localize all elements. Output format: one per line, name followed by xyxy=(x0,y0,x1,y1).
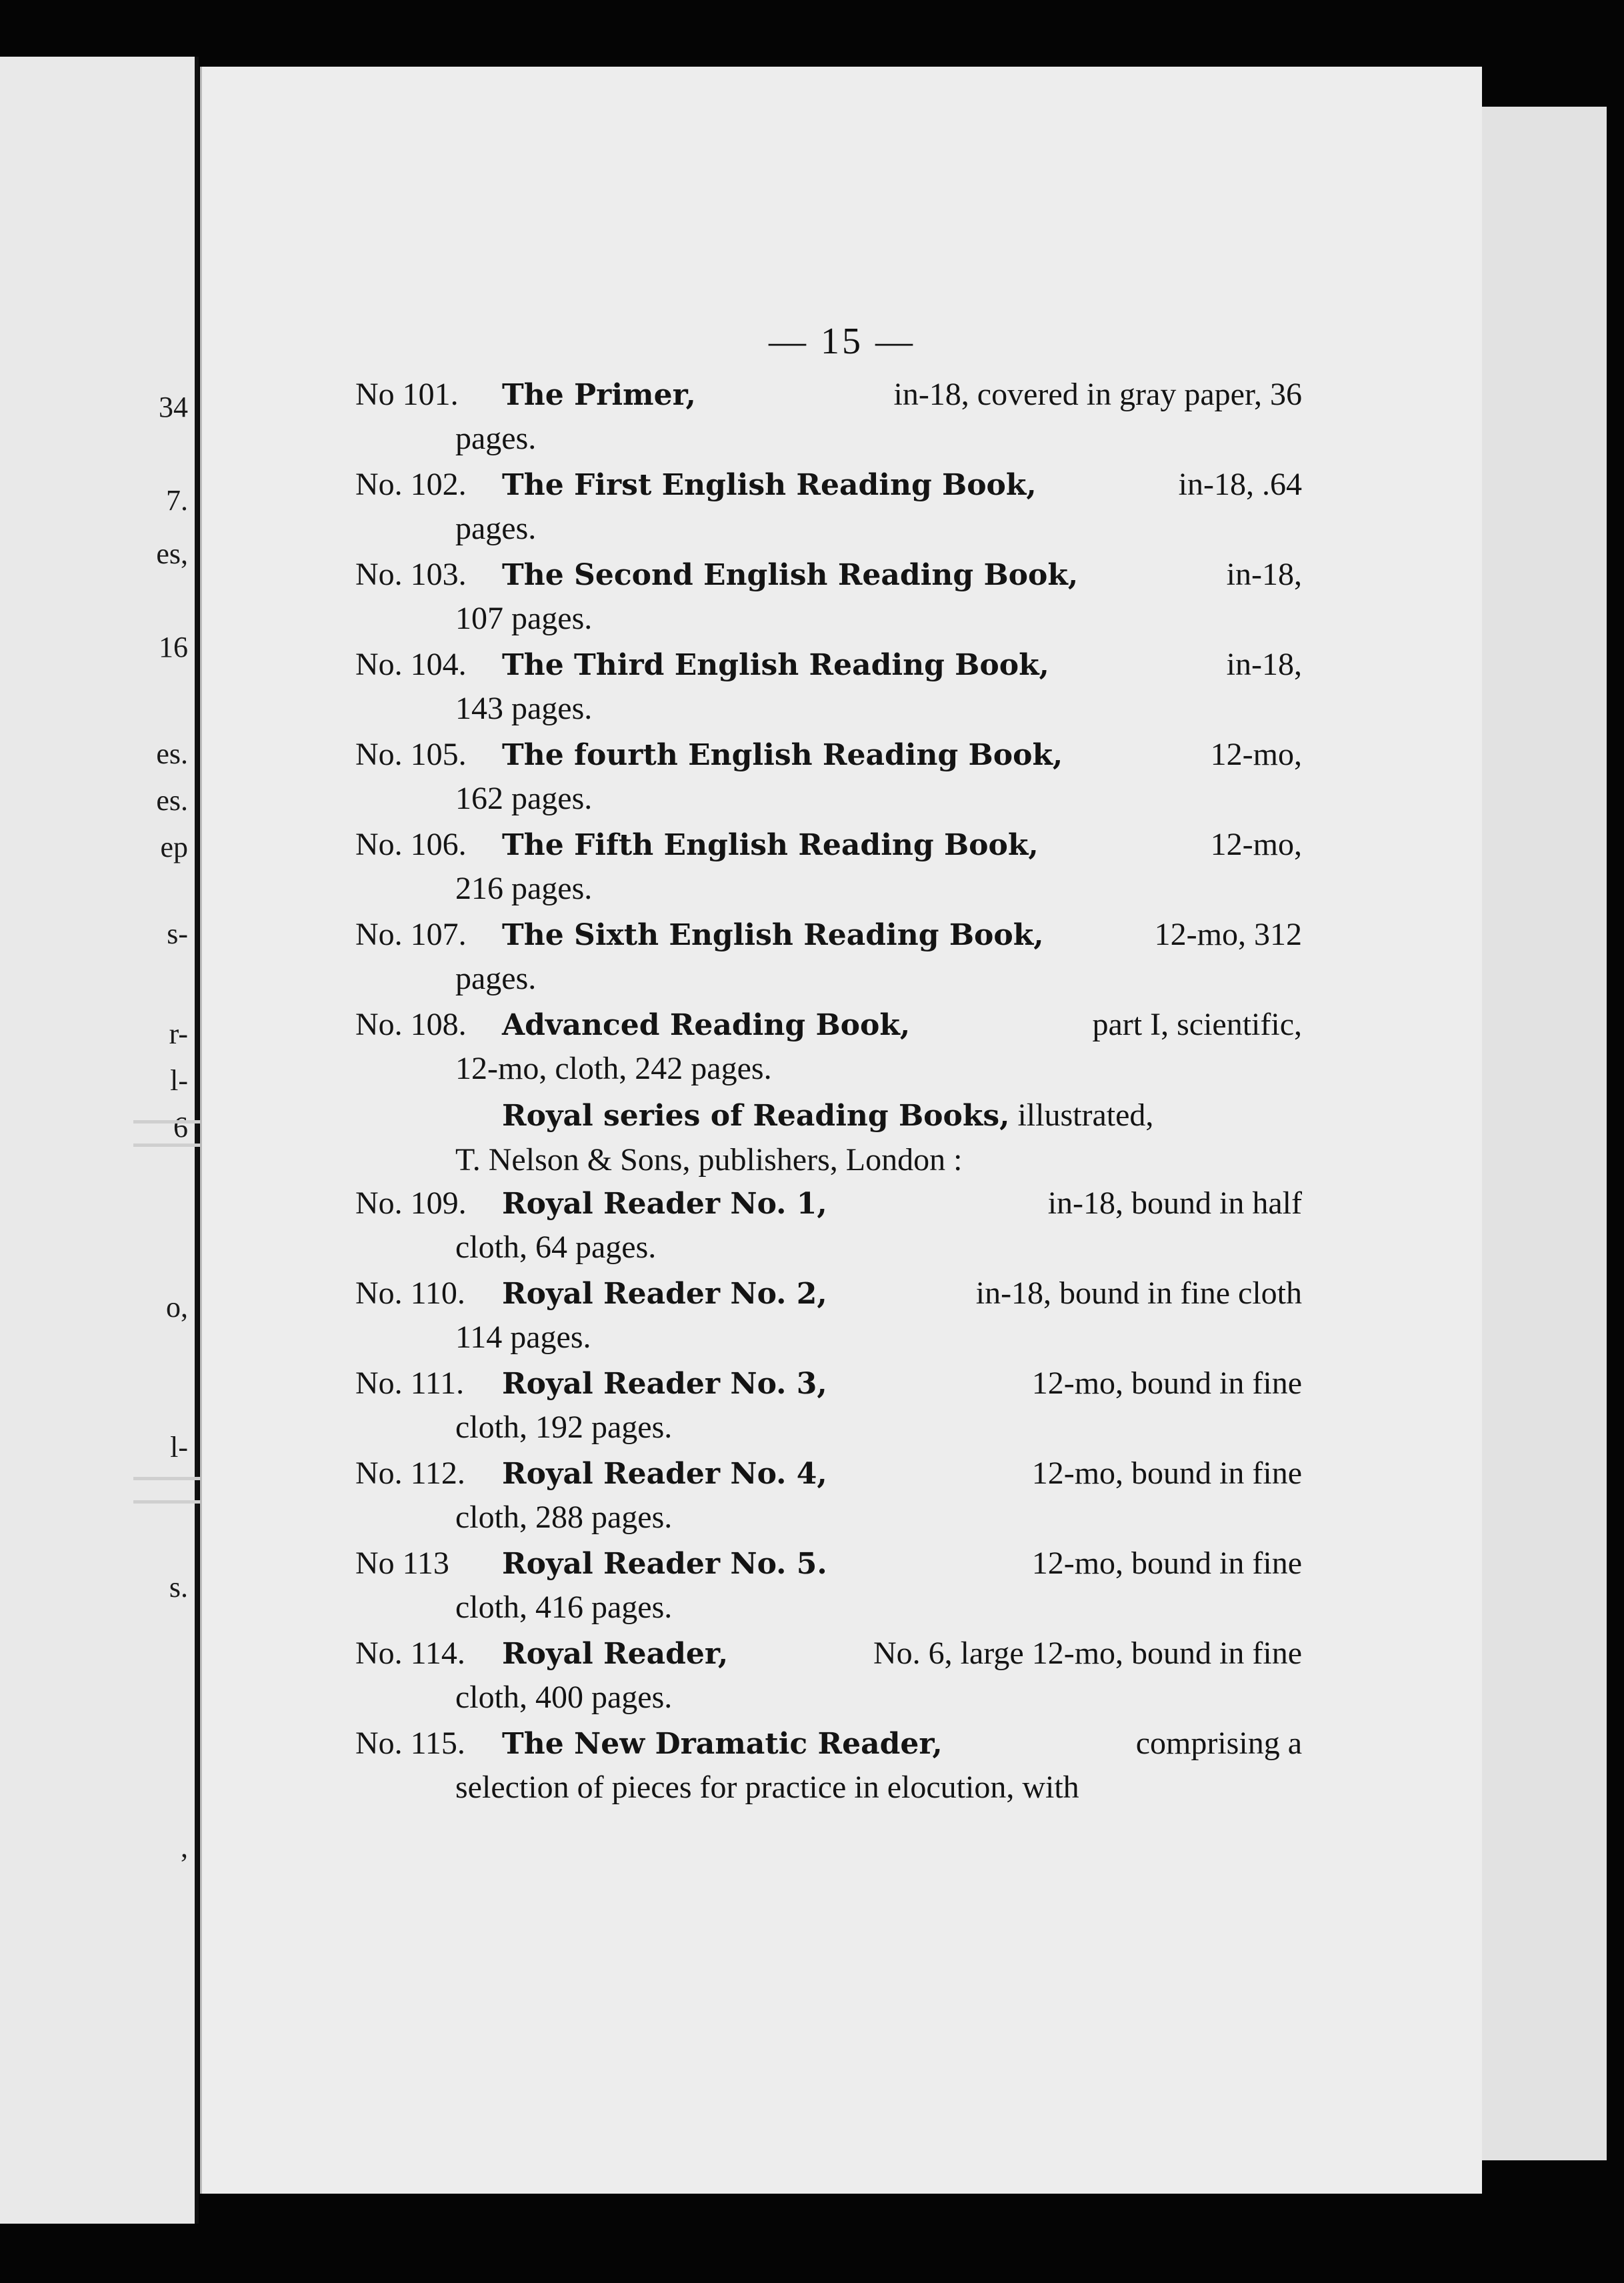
entry-number: No. 105. xyxy=(355,737,467,772)
left-page-fragment: es, xyxy=(156,537,188,570)
entry-number: No. 107. xyxy=(355,917,467,952)
left-page-fragment: 34 xyxy=(159,391,188,423)
entry-number: No. 115. xyxy=(355,1726,465,1761)
entry-title: Royal Reader No. 1, xyxy=(502,1187,827,1221)
entry-continuation: cloth, 64 pages. xyxy=(455,1230,657,1265)
series-title: Royal series of Reading Books, xyxy=(502,1099,1010,1133)
series-heading xyxy=(355,1093,1302,1182)
entry-title: The Sixth English Reading Book, xyxy=(502,918,1044,952)
entry-continuation: cloth, 400 pages. xyxy=(455,1680,673,1715)
entry-continuation: 216 pages. xyxy=(455,871,593,906)
catalog-entry xyxy=(355,1542,1302,1630)
left-page-fragment: s. xyxy=(169,1571,188,1604)
series-spec: illustrated, xyxy=(1017,1097,1154,1133)
entry-number: No. 111. xyxy=(355,1366,465,1401)
entry-continuation: cloth, 416 pages. xyxy=(455,1590,673,1625)
catalog-entry xyxy=(355,1362,1302,1450)
entry-title: The Primer, xyxy=(502,378,696,412)
entry-spec: in-18, xyxy=(1226,647,1302,682)
entry-number: No 101. xyxy=(355,377,459,412)
catalog-entry xyxy=(355,373,1302,461)
entry-spec: in-18, covered in gray paper, 36 xyxy=(893,377,1302,412)
entry-continuation: selection of pieces for practice in elocution, with xyxy=(455,1770,1079,1805)
entry-number: No. 106. xyxy=(355,827,467,862)
left-page-fragment: l- xyxy=(170,1064,188,1097)
entry-title: The Fifth English Reading Book, xyxy=(502,828,1039,862)
entry-title: The Second English Reading Book, xyxy=(502,558,1079,592)
left-page-fragment: es. xyxy=(156,784,188,817)
entry-number: No. 112. xyxy=(355,1456,465,1491)
catalog-entry xyxy=(355,1452,1302,1540)
catalog-entry xyxy=(355,1632,1302,1720)
entry-spec: in-18, bound in fine cloth xyxy=(975,1276,1302,1311)
entry-number: No. 114. xyxy=(355,1636,465,1671)
page-number: — 15 — xyxy=(769,321,915,362)
left-page-fragment: 7. xyxy=(166,484,188,517)
entry-continuation: pages. xyxy=(455,961,537,996)
entry-continuation: cloth, 192 pages. xyxy=(455,1410,673,1445)
entry-number: No 113 xyxy=(355,1546,449,1581)
entry-spec: part I, scientific, xyxy=(1092,1007,1302,1042)
entry-number: No. 109. xyxy=(355,1186,467,1221)
entry-continuation: 12-mo, cloth, 242 pages. xyxy=(455,1051,772,1086)
entry-spec: comprising a xyxy=(1135,1726,1302,1761)
catalog-entry xyxy=(355,1272,1302,1360)
entry-continuation: 107 pages. xyxy=(455,601,593,636)
entry-continuation: pages. xyxy=(455,421,537,456)
entry-title: The New Dramatic Reader, xyxy=(502,1727,943,1761)
entry-number: No. 110. xyxy=(355,1276,465,1311)
entry-spec: in-18, xyxy=(1226,557,1302,592)
entry-continuation: cloth, 288 pages. xyxy=(455,1500,673,1535)
entry-number: No. 103. xyxy=(355,557,467,592)
following-page-edge xyxy=(1467,107,1607,2160)
entry-continuation: 143 pages. xyxy=(455,691,593,726)
entry-title: Royal Reader No. 5. xyxy=(502,1547,827,1581)
entry-title: The fourth English Reading Book, xyxy=(502,738,1063,772)
entry-continuation: pages. xyxy=(455,511,537,546)
entry-spec: 12-mo, xyxy=(1210,827,1302,862)
left-page-fragment: s- xyxy=(167,917,188,950)
series-publisher: T. Nelson & Sons, publishers, London : xyxy=(455,1142,963,1178)
catalog-entry xyxy=(355,643,1302,731)
entry-title: Royal Reader No. 3, xyxy=(502,1367,827,1401)
entry-spec: 12-mo, bound in fine xyxy=(1031,1546,1302,1581)
entry-title: Royal Reader No. 4, xyxy=(502,1457,827,1491)
catalog-page xyxy=(200,67,1482,2194)
entry-continuation: 162 pages. xyxy=(455,781,593,816)
entry-number: No. 104. xyxy=(355,647,467,682)
entry-number: No. 108. xyxy=(355,1007,467,1042)
entry-spec: 12-mo, xyxy=(1210,737,1302,772)
left-page-fragment: r- xyxy=(169,1017,188,1050)
entry-spec: in-18, bound in half xyxy=(1047,1186,1302,1221)
catalog-entry xyxy=(355,553,1302,641)
entry-spec: No. 6, large 12-mo, bound in fine xyxy=(873,1636,1302,1671)
left-page-fragment: , xyxy=(181,1831,188,1864)
entry-spec: 12-mo, bound in fine xyxy=(1031,1366,1302,1401)
entry-spec: 12-mo, 312 xyxy=(1154,917,1302,952)
left-page-fragment: o, xyxy=(166,1291,188,1324)
entry-title: Royal Reader No. 2, xyxy=(502,1277,827,1311)
catalog-entry xyxy=(355,823,1302,911)
left-page-fragment: 6 xyxy=(173,1111,188,1144)
catalog-entry-list xyxy=(355,373,1302,1812)
catalog-entry xyxy=(355,1182,1302,1270)
entry-title: The Third English Reading Book, xyxy=(502,648,1049,682)
entry-continuation: 114 pages. xyxy=(455,1320,591,1355)
entry-title: Advanced Reading Book, xyxy=(502,1008,911,1042)
catalog-entry xyxy=(355,1722,1302,1810)
entry-spec: 12-mo, bound in fine xyxy=(1031,1456,1302,1491)
entry-title: Royal Reader, xyxy=(502,1637,729,1671)
left-page-fragment: es. xyxy=(156,737,188,770)
left-page-fragment: ep xyxy=(160,831,188,863)
entry-title: The First English Reading Book, xyxy=(502,468,1037,502)
left-page-fragment: 16 xyxy=(159,631,188,663)
entry-spec: in-18, .64 xyxy=(1178,467,1302,502)
entry-number: No. 102. xyxy=(355,467,467,502)
catalog-entry xyxy=(355,733,1302,821)
catalog-entry xyxy=(355,913,1302,1001)
left-page-fragment: l- xyxy=(170,1431,188,1464)
catalog-entry xyxy=(355,1003,1302,1091)
catalog-entry xyxy=(355,463,1302,551)
